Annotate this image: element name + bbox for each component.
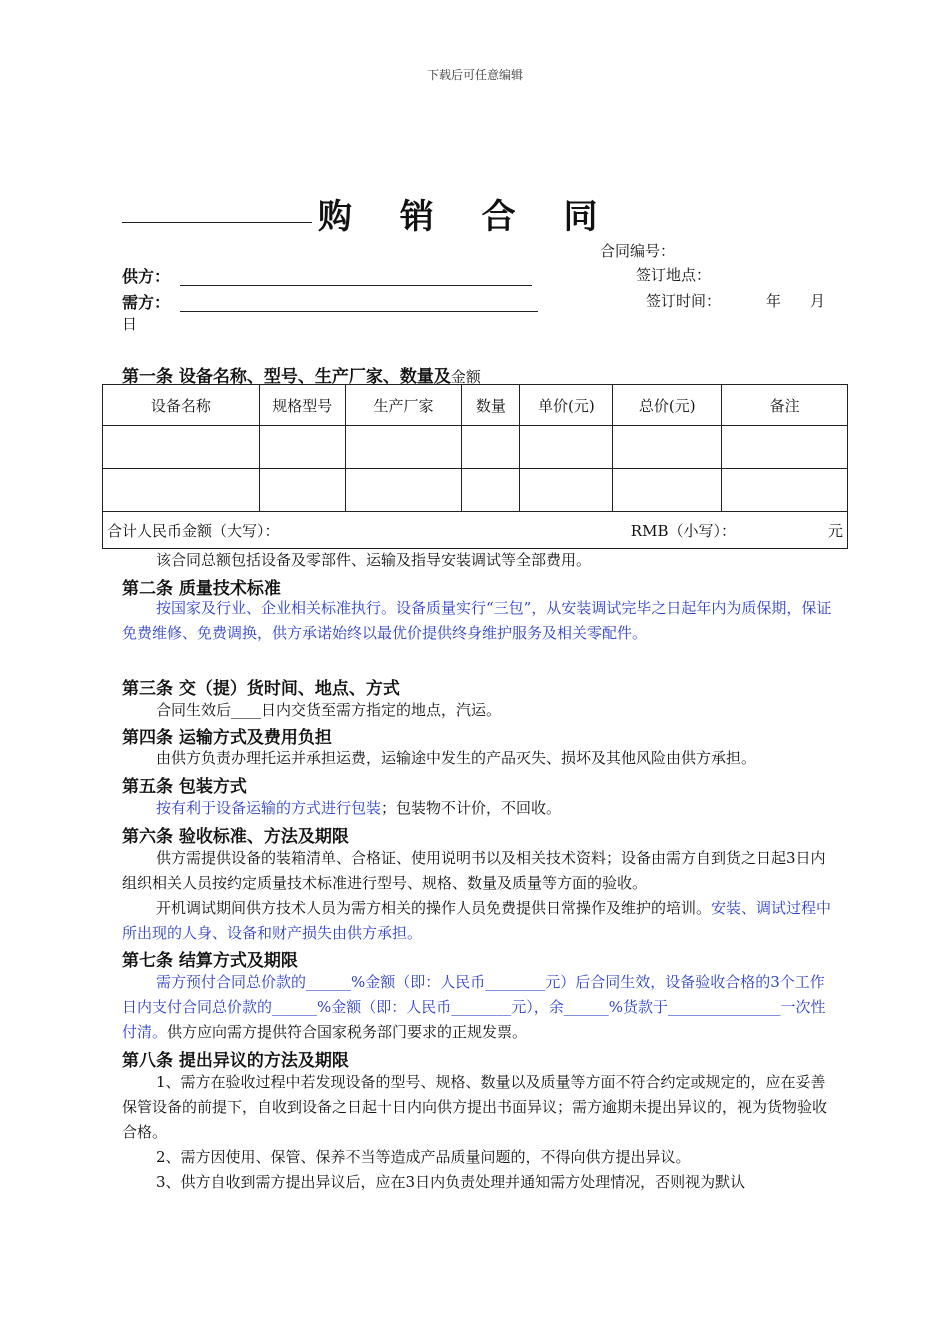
article-6-paragraph-2: 开机调试期间供方技术人员为需方相关的操作人员免费提供日常操作及维护的培训。安装、调试过程中所出现的人身、设备和财产损失由供方承担。 <box>122 899 832 942</box>
total-amount-label: 合计人民币金额（大写）： <box>107 521 280 540</box>
article-5-text: 按有利于设备运输的方式进行包装；包装物不计价，不回收。 <box>156 799 562 817</box>
article-4-text: 由供方负责办理托运并承担运费，运输途中发生的产品灭失、损坏及其他风险由供方承担。 <box>156 749 757 767</box>
table-cell[interactable] <box>722 469 848 512</box>
table-header-row <box>103 385 848 426</box>
article-6-paragraph-1: 供方需提供设备的装箱清单、合格证、使用说明书以及相关技术资料；设备由需方自到货之日起3日内组织相关人员按约定质量技术标准进行型号、规格、数量及质量等方面的验收。 <box>122 849 826 892</box>
header-note: 下载后可任意编辑 <box>426 68 523 82</box>
rmb-label: RMB（小写）： <box>630 521 736 540</box>
table-cell[interactable] <box>520 426 613 469</box>
article-4-heading: 第四条 运输方式及费用负担 <box>122 728 332 748</box>
equipment-table <box>102 384 848 549</box>
article-7-heading: 第七条 结算方式及期限 <box>122 951 298 971</box>
title-blank-line <box>122 222 312 223</box>
table-cell[interactable] <box>103 469 260 512</box>
table-row <box>103 469 848 512</box>
table-cell[interactable] <box>462 426 520 469</box>
buyer-blank-line <box>180 311 538 312</box>
article-8-paragraph-2: 2、需方因使用、保管、保养不当等造成产品质量问题的，不得向供方提出异议。 <box>156 1148 691 1166</box>
article-5-heading: 第五条 包装方式 <box>122 777 247 797</box>
article-8-heading: 第八条 提出异议的方法及期限 <box>122 1051 349 1071</box>
column-header: 生产厂家 <box>345 385 462 426</box>
article-7-text: 需方预付合同总价款的______%金额（即：人民币________元）后合同生效，设备验收合格的3个工作日内支付合同总价款的______%金额（即：人民币________元），余______%货款于_______________一次性付清。供方应向需方提供符合国家税务部门要求的正规发票。 <box>122 973 826 1041</box>
column-header: 设备名称 <box>103 385 260 426</box>
table-cell[interactable] <box>103 426 260 469</box>
table-cell[interactable] <box>462 469 520 512</box>
table-cell[interactable] <box>613 426 722 469</box>
article-8-paragraph-3: 3、供方自收到需方提出异议后，应在3日内负责处理并通知需方处理情况，否则视为默认 <box>156 1173 746 1191</box>
table-cell[interactable] <box>520 469 613 512</box>
supplier-label: 供方： <box>122 267 171 286</box>
supplier-blank-line <box>180 285 532 286</box>
sign-time-label: 签订时间： <box>646 292 722 310</box>
table-cell[interactable] <box>259 426 345 469</box>
total-cell <box>103 512 848 549</box>
article-6-heading: 第六条 验收标准、方法及期限 <box>122 827 349 847</box>
sign-place-label: 签订地点： <box>636 266 712 284</box>
article-2-heading: 第二条 质量技术标准 <box>122 579 281 599</box>
table-total-row <box>103 512 848 549</box>
article-8-paragraph-1: 1、需方在验收过程中若发现设备的型号、规格、数量以及质量等方面不符合约定或规定的，应在妥善保管设备的前提下，自收到设备之日起十日内向供方提出书面异议；需方逾期未提出异议的，视为货物验收合格。 <box>122 1073 828 1141</box>
sign-time-year: 年 <box>766 292 782 310</box>
column-header: 总价(元) <box>613 385 722 426</box>
column-header: 数量 <box>462 385 520 426</box>
article-1-heading: 第一条 设备名称、型号、生产厂家、数量及金额 <box>122 367 481 387</box>
table-cell[interactable] <box>722 426 848 469</box>
table-cell[interactable] <box>345 469 462 512</box>
table-cell[interactable] <box>259 469 345 512</box>
sign-time-month: 月 <box>810 292 826 310</box>
article-3-text: 合同生效后____日内交货至需方指定的地点，汽运。 <box>156 701 502 719</box>
sign-time-day: 日 <box>122 315 138 333</box>
article-3-heading: 第三条 交（提）货时间、地点、方式 <box>122 679 400 699</box>
article-1-note: 该合同总额包括设备及零部件、运输及指导安装调试等全部费用。 <box>156 551 592 569</box>
column-header: 规格型号 <box>259 385 345 426</box>
buyer-label: 需方： <box>122 293 171 312</box>
table-row <box>103 426 848 469</box>
yuan-label: 元 <box>827 521 843 540</box>
contract-no-label: 合同编号： <box>600 242 676 260</box>
table-cell[interactable] <box>613 469 722 512</box>
column-header: 备注 <box>722 385 848 426</box>
column-header: 单价(元) <box>520 385 613 426</box>
page-title: 购 销 合 同 <box>318 197 616 237</box>
article-2-text: 按国家及行业、企业相关标准执行。设备质量实行“三包”，从安装调试完毕之日起年内为质保期，保证免费维修、免费调换，供方承诺始终以最优价提供终身维护服务及相关零配件。 <box>122 599 832 642</box>
table-cell[interactable] <box>345 426 462 469</box>
